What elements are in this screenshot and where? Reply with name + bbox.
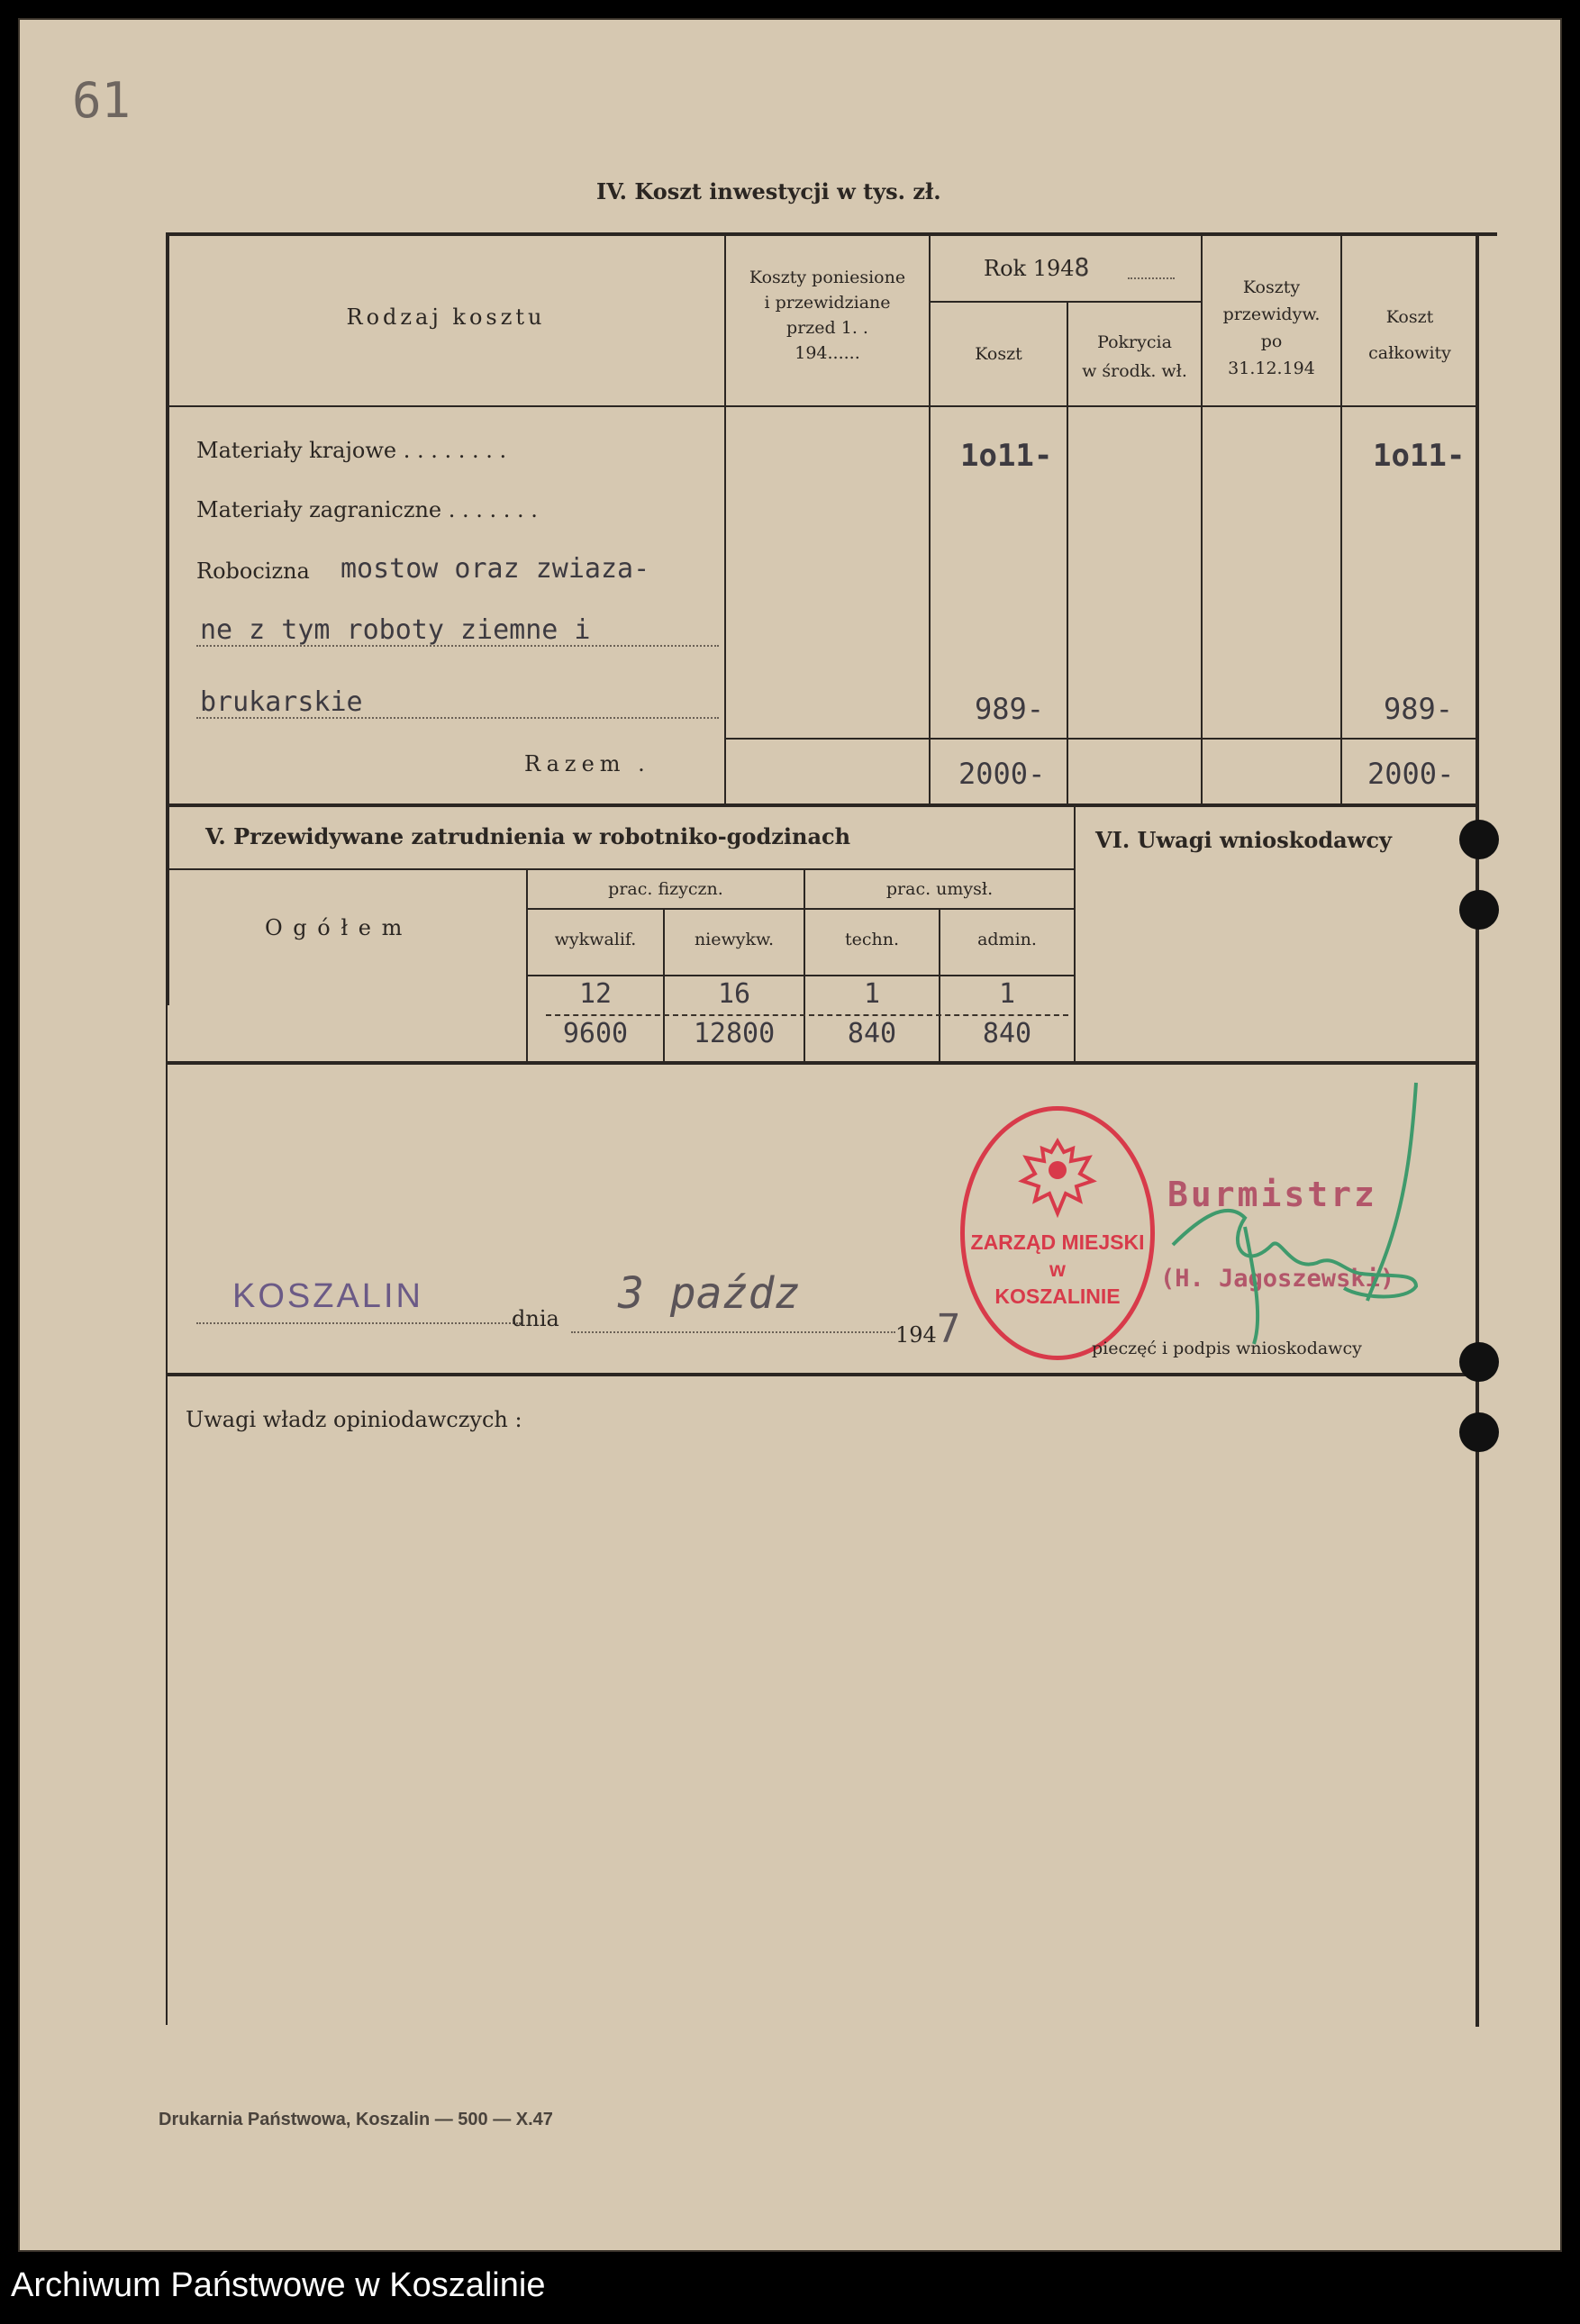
workers-wykwalif: 12 [578, 978, 613, 1010]
printer-line: Drukarnia Państwowa, Koszalin — 500 — X.47 [159, 2110, 553, 2129]
section-v-title-line [166, 868, 1076, 870]
col-wykwalif: wykwalif. [554, 930, 637, 949]
row-razem-label: Razem . [524, 751, 650, 776]
opinion-label: Uwagi władz opiniodawczych : [186, 1407, 522, 1432]
signature-bottom-line [166, 1373, 1477, 1376]
krajowe-calkowity-value: 1o11- [1373, 438, 1466, 474]
header-przewidyw: Koszty przewidyw. po 31.12.194 [1222, 277, 1321, 378]
row-krajowe-label: Materiały krajowe . . . . . . . . [196, 438, 507, 463]
archive-name: Archiwum Państwowe w Koszalinie [11, 2266, 546, 2304]
page-number: 61 [72, 72, 132, 129]
place-dotline [196, 1322, 521, 1324]
section-v-title: V. Przewidywane zatrudnienia w robotniko-godzinach [205, 823, 851, 849]
col-niewykw: niewykw. [694, 930, 775, 949]
table-iv-bottom [166, 803, 1477, 807]
role-burmistrz: Burmistrz [1167, 1175, 1377, 1214]
hours-techn: 840 [847, 1018, 897, 1049]
signer-name: (H. Jagoszewski) [1160, 1265, 1395, 1293]
section-v-vi-divider [1074, 803, 1076, 1061]
table-iv-top-border [166, 232, 1497, 236]
col-admin: admin. [977, 930, 1037, 949]
section-vi-title: VI. Uwagi wnioskodawcy [1095, 827, 1392, 853]
v-subheader-line [526, 975, 1074, 976]
binder-hole-2 [1459, 890, 1499, 930]
rok-sub-line [929, 301, 1201, 303]
v-group-line [526, 908, 1074, 910]
workers-niewykw: 16 [717, 978, 751, 1010]
col-techn: techn. [844, 930, 900, 949]
razem-koszt-value: 2000- [958, 757, 1046, 791]
header-pokrycia: Pokrycia w środk. wł. [1082, 332, 1187, 381]
handwritten-signature [1146, 1065, 1452, 1362]
robocizna-typed-1: mostow oraz zwiaza- [341, 553, 650, 585]
lower-left-border [166, 803, 168, 2025]
header-poniesione: Koszty poniesione i przewidziane przed 1. . 194...... [749, 268, 906, 363]
rok-dotline [1128, 277, 1175, 279]
hours-admin: 840 [982, 1018, 1032, 1049]
place-stamp: KOSZALIN [232, 1277, 423, 1315]
section-iv-title: IV. Koszt inwestycji w tys. zł. [596, 178, 941, 204]
header-rok: Rok 1948 [984, 252, 1090, 282]
hours-wykwalif: 9600 [562, 1018, 629, 1049]
robocizna-calkowity-value: 989- [1384, 692, 1454, 726]
table-iv-razem-top [724, 738, 1477, 740]
row-zagraniczne-label: Materiały zagraniczne . . . . . . . [196, 497, 538, 522]
row-robocizna-label: Robocizna [196, 558, 310, 584]
prac-fizyczn-label: prac. fizyczn. [608, 879, 723, 899]
official-stamp: ZARZĄD MIEJSKI w KOSZALINIE [960, 1106, 1155, 1360]
col-line-2 [929, 232, 931, 803]
workers-techn: 1 [863, 978, 881, 1010]
robocizna-typed-3: brukarskie [200, 686, 363, 718]
ogolem-label: O g ó ł e m [265, 915, 404, 940]
table-iv-header-bottom [166, 405, 1477, 407]
binder-hole-1 [1459, 820, 1499, 859]
header-calkowity: Koszt całkowity [1368, 307, 1451, 363]
binder-hole-3 [1459, 1342, 1499, 1382]
binder-hole-4 [1459, 1412, 1499, 1452]
signature-caption: pieczęć i podpis wnioskodawcy [1092, 1339, 1362, 1358]
robocizna-koszt-value: 989- [975, 692, 1045, 726]
razem-calkowity-value: 2000- [1367, 757, 1455, 791]
header-rodzaj-kosztu: Rodzaj kosztu [346, 304, 546, 330]
document-page [18, 18, 1562, 2252]
dnia-label: dnia [512, 1306, 559, 1331]
krajowe-koszt-value: 1o11- [960, 438, 1053, 474]
year-prefix: 1947 [895, 1306, 961, 1352]
date-dotline [571, 1331, 895, 1333]
hours-dash-line [546, 1014, 1068, 1016]
header-koszt: Koszt [975, 344, 1022, 364]
hours-niewykw: 12800 [693, 1018, 776, 1049]
prac-umysl-label: prac. umysł. [885, 879, 994, 899]
workers-admin: 1 [998, 978, 1016, 1010]
robocizna-typed-2: ne z tym roboty ziemne i [200, 614, 591, 646]
eagle-emblem-icon [1017, 1134, 1098, 1221]
page-right-border [1476, 232, 1479, 2027]
date-handwritten: 3 paźdz [618, 1268, 801, 1319]
archive-footer [0, 2252, 1580, 2324]
